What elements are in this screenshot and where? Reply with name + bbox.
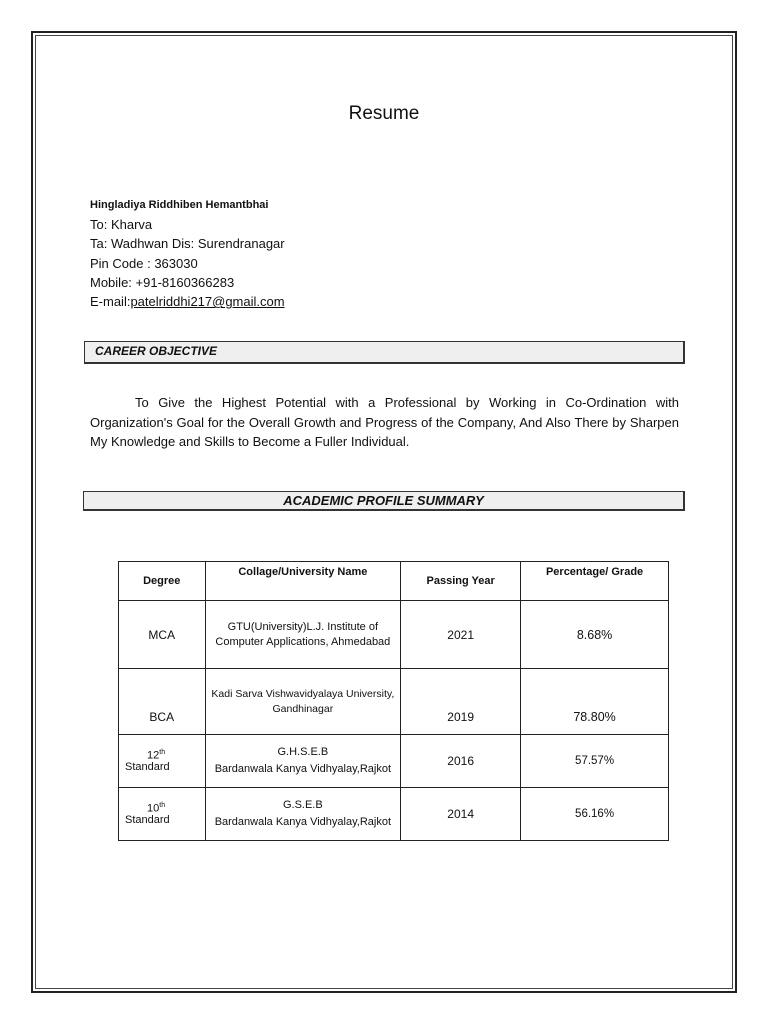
row-university: Kadi Sarva Vishwavidyalaya University, Gandhinagar [205,669,401,735]
email-link[interactable]: patelriddhi217@gmail.com [130,294,285,310]
academic-table [118,561,669,841]
mobile-number: Mobile: +91-8160366283 [90,274,235,290]
row-grade: 57.57% [521,735,669,788]
table-header-row [119,562,669,601]
academic-profile-heading: ACADEMIC PROFILE SUMMARY [83,491,685,511]
candidate-name: Hingladiya Riddhiben Hemantbhai [90,199,269,211]
row-grade: 56.16% [521,788,669,841]
header-university: Collage/University Name [205,562,401,601]
row-degree [119,788,206,841]
degree-number: 10 [147,802,160,815]
school-name: Bardanwala Kanya Vidhyalay,Rajkot [214,816,391,828]
row-year: 2019 [401,669,521,735]
row-year: 2014 [401,788,521,841]
row-grade: 78.80% [521,669,669,735]
table-row [119,601,669,669]
pin-code: Pin Code : 363030 [90,255,198,271]
email-label: E-mail: [90,294,131,310]
career-objective-heading: CAREER OBJECTIVE [84,341,685,364]
career-objective-text [90,393,679,452]
resume-title: Resume [348,103,420,124]
board-name: G.S.E.B [282,799,323,811]
degree-word: Standard [125,814,170,827]
row-university: GTU(University)L.J. Institute of Computer Applications, Ahmedabad [205,601,401,669]
table-row [119,669,669,735]
row-year: 2021 [401,601,521,669]
header-grade: Percentage/ Grade [521,562,669,601]
address-to: To: Kharva [90,217,153,232]
email-line [90,292,285,311]
degree-number: 12 [147,749,160,762]
degree-suffix: th [159,801,166,809]
row-grade: 8.68% [521,601,669,669]
row-degree: MCA [119,601,206,669]
row-university [205,788,401,841]
school-name: Bardanwala Kanya Vidhyalay,Rajkot [214,763,391,775]
table-row [119,788,669,841]
board-name: G.H.S.E.B [277,746,329,758]
contact-block [90,198,285,311]
row-degree: BCA [119,669,206,735]
page-border-inner [35,35,733,989]
address-ta: Ta: Wadhwan Dis: Surendranagar [90,236,285,252]
degree-word: Standard [125,761,170,774]
header-passing-year: Passing Year [401,562,521,601]
header-degree: Degree [119,562,206,601]
row-university [205,735,401,788]
table-row [119,735,669,788]
row-year: 2016 [401,735,521,788]
row-degree [119,735,206,788]
degree-suffix: th [159,748,166,756]
objective-paragraph: To Give the Highest Potential with a Professional by Working in Co-Ordination with Organization's Goal for the Overall Growth and Progress of the Company, And Also There by Sharpen My Knowledge and Skills to Become a Fuller Individual. [90,395,679,449]
